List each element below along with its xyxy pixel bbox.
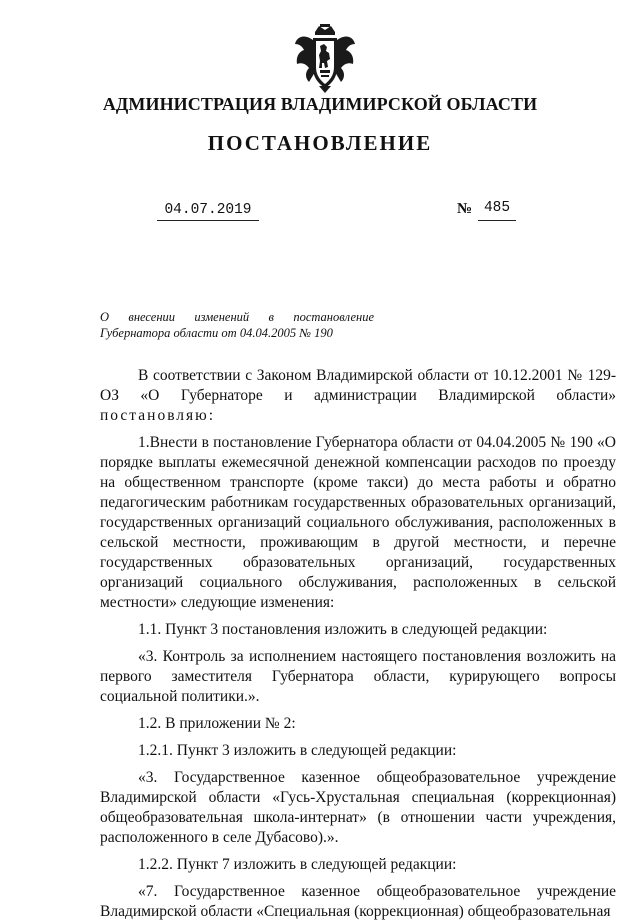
paragraph-clause-3: «3. Контроль за исполнением настоящего постановления возложить на первого заместителя Губернатора области, курирующего вопросы социальной политики.».	[100, 648, 616, 705]
subject-line-1: О внесении изменений в постановление	[100, 310, 374, 324]
paragraph-appendix-item-7: «7. Государственное казенное общеобразовательное учреждение Владимирской области «Специальная (коррекционная) общеобразовательная	[100, 883, 616, 920]
document-date	[157, 200, 259, 218]
organization-name: АДМИНИСТРАЦИЯ ВЛАДИМИРСКОЙ ОБЛАСТИ	[102, 94, 538, 114]
document-date-value: 04.07.2019	[164, 202, 252, 218]
number-underline	[478, 220, 516, 221]
paragraph-1-2-2: 1.2.2. Пункт 7 изложить в следующей редакции:	[138, 856, 457, 873]
paragraph-1-2: 1.2. В приложении № 2:	[138, 715, 296, 732]
vladimir-coat-of-arms-icon	[293, 22, 357, 94]
subject-line-2: Губернатора области от 04.04.2005 № 190	[100, 326, 333, 340]
paragraph-1: 1.Внести в постановление Губернатора области от 04.04.2005 № 190 «О порядке выплаты ежемесячной денежной компенсации расходов по проезду на общественном транспорте (кроме такси) до места работы и обратно педагогическим работникам государственных образовательных организаций, государственных организаций социального обслуживания, расположенных в сельской местности, проживающим в другой местности, и перечне государственных образовательных организаций, государственных организаций социального обслуживания, расположенных в сельской местности» следующие изменения:	[100, 434, 616, 611]
document-type-title: ПОСТАНОВЛЕНИЕ	[207, 131, 433, 155]
document-number-value: 485	[483, 200, 511, 216]
paragraph-appendix-item-3: «3. Государственное казенное общеобразовательное учреждение Владимирской области «Гусь-Хрустальная специальная (коррекционная) общеобразовательная школа-интернат» (в отношении части учреждения, расположенного в селе Дубасово).».	[100, 769, 616, 846]
document-body	[100, 366, 616, 922]
date-underline	[157, 220, 259, 221]
document-subject	[100, 309, 374, 341]
preamble-paragraph	[100, 366, 616, 426]
preamble-decree: постановляю:	[100, 407, 216, 424]
paragraph-1-1: 1.1. Пункт 3 постановления изложить в следующей редакции:	[138, 621, 548, 638]
number-sign: №	[457, 201, 473, 217]
document-number	[478, 198, 516, 216]
paragraph-1-2-1: 1.2.1. Пункт 3 изложить в следующей редакции:	[138, 742, 457, 759]
preamble-text: В соответствии с Законом Владимирской области от 10.12.2001 № 129-ОЗ «О Губернаторе и администрации Владимирской области»	[100, 367, 616, 404]
